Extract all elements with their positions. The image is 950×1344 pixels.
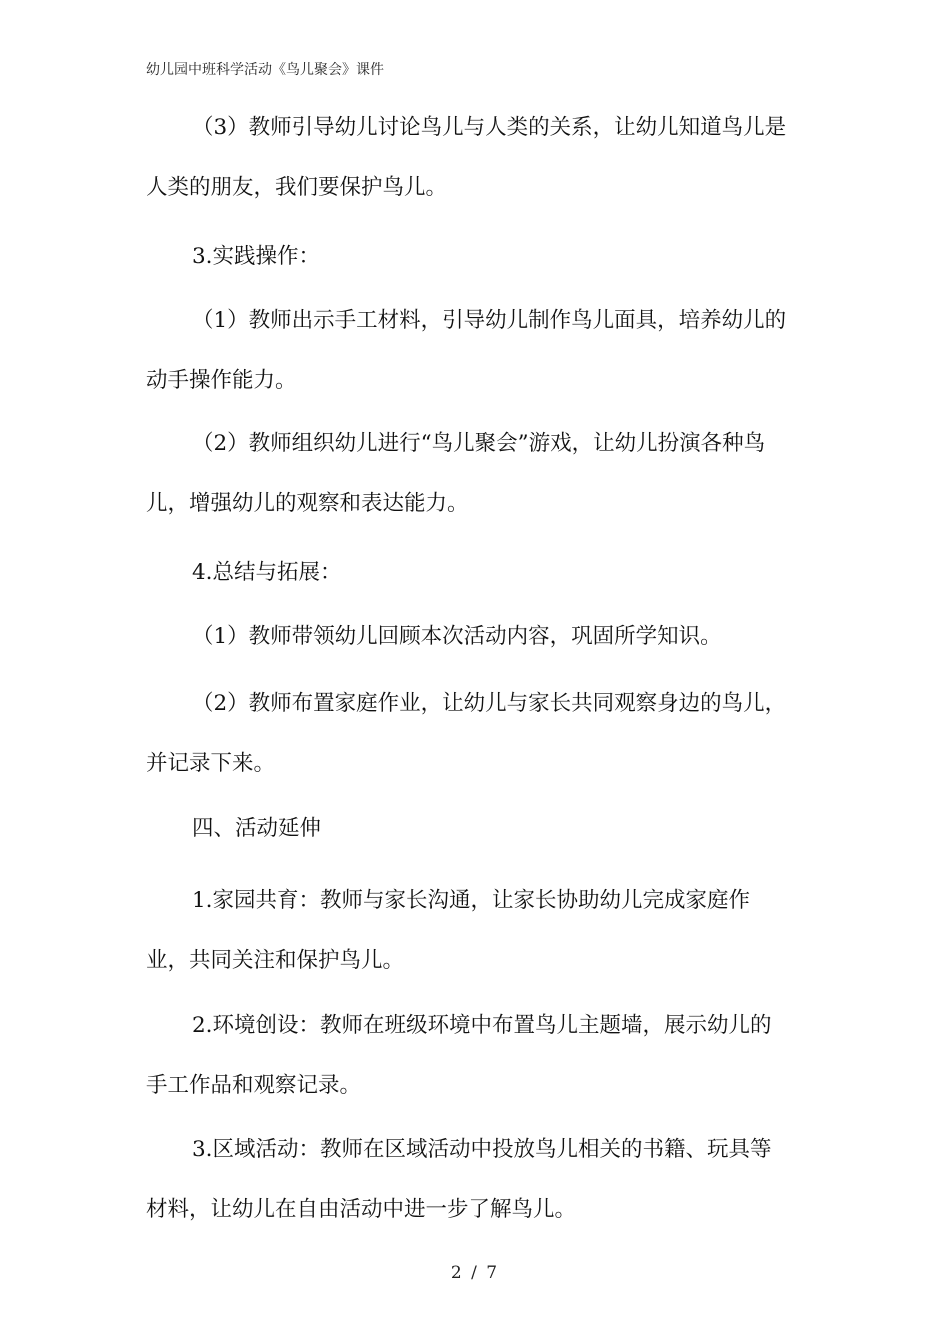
paragraph-homework [146,690,816,778]
document-header: 幼儿园中班科学活动《鸟儿聚会》课件 [146,62,384,78]
paragraph-line: （1）教师出示手工材料，引导幼儿制作鸟儿面具，培养幼儿的 [192,308,787,333]
paragraph-review [146,623,816,651]
paragraph-line: 并记录下来。 [146,751,276,776]
paragraph-line: 手工作品和观察记录。 [146,1073,362,1098]
paragraph-line: 人类的朋友，我们要保护鸟儿。 [146,175,448,200]
section-heading-text: 四、活动延伸 [192,816,322,841]
paragraph-handicraft [146,307,816,395]
paragraph-line: 材料，让幼儿在自由活动中进一步了解鸟儿。 [146,1197,577,1222]
section-heading-text: 4.总结与拓展： [192,560,342,585]
paragraph-home-school [146,887,816,975]
paragraph-line: 动手操作能力。 [146,368,297,393]
paragraph-line: 儿，增强幼儿的观察和表达能力。 [146,491,469,516]
section-heading-summary [146,559,816,587]
paragraph-line: 1.家园共育：教师与家长沟通，让家长协助幼儿完成家庭作 [192,888,751,913]
section-heading-text: 3.实践操作： [192,244,321,269]
paragraph-line: （3）教师引导幼儿讨论鸟儿与人类的关系，让幼儿知道鸟儿是 [192,115,787,140]
section-heading-extension [146,815,816,843]
page-indicator: 2 / 7 [450,1263,500,1283]
paragraph-line: 业，共同关注和保护鸟儿。 [146,948,405,973]
paragraph-area-activity [146,1136,816,1224]
paragraph-line: （2）教师布置家庭作业，让幼儿与家长共同观察身边的鸟儿， [192,691,787,716]
paragraph-line: （2）教师组织幼儿进行“鸟儿聚会”游戏，让幼儿扮演各种鸟 [192,431,766,456]
paragraph-line: （1）教师带领幼儿回顾本次活动内容，巩固所学知识。 [192,624,722,649]
paragraph-discuss-relation [146,114,816,202]
section-heading-practice [146,243,816,271]
paragraph-line: 3.区域活动：教师在区域活动中投放鸟儿相关的书籍、玩具等 [192,1137,772,1162]
paragraph-environment [146,1012,816,1100]
paragraph-game [146,430,816,518]
paragraph-line: 2.环境创设：教师在班级环境中布置鸟儿主题墙，展示幼儿的 [192,1013,772,1038]
